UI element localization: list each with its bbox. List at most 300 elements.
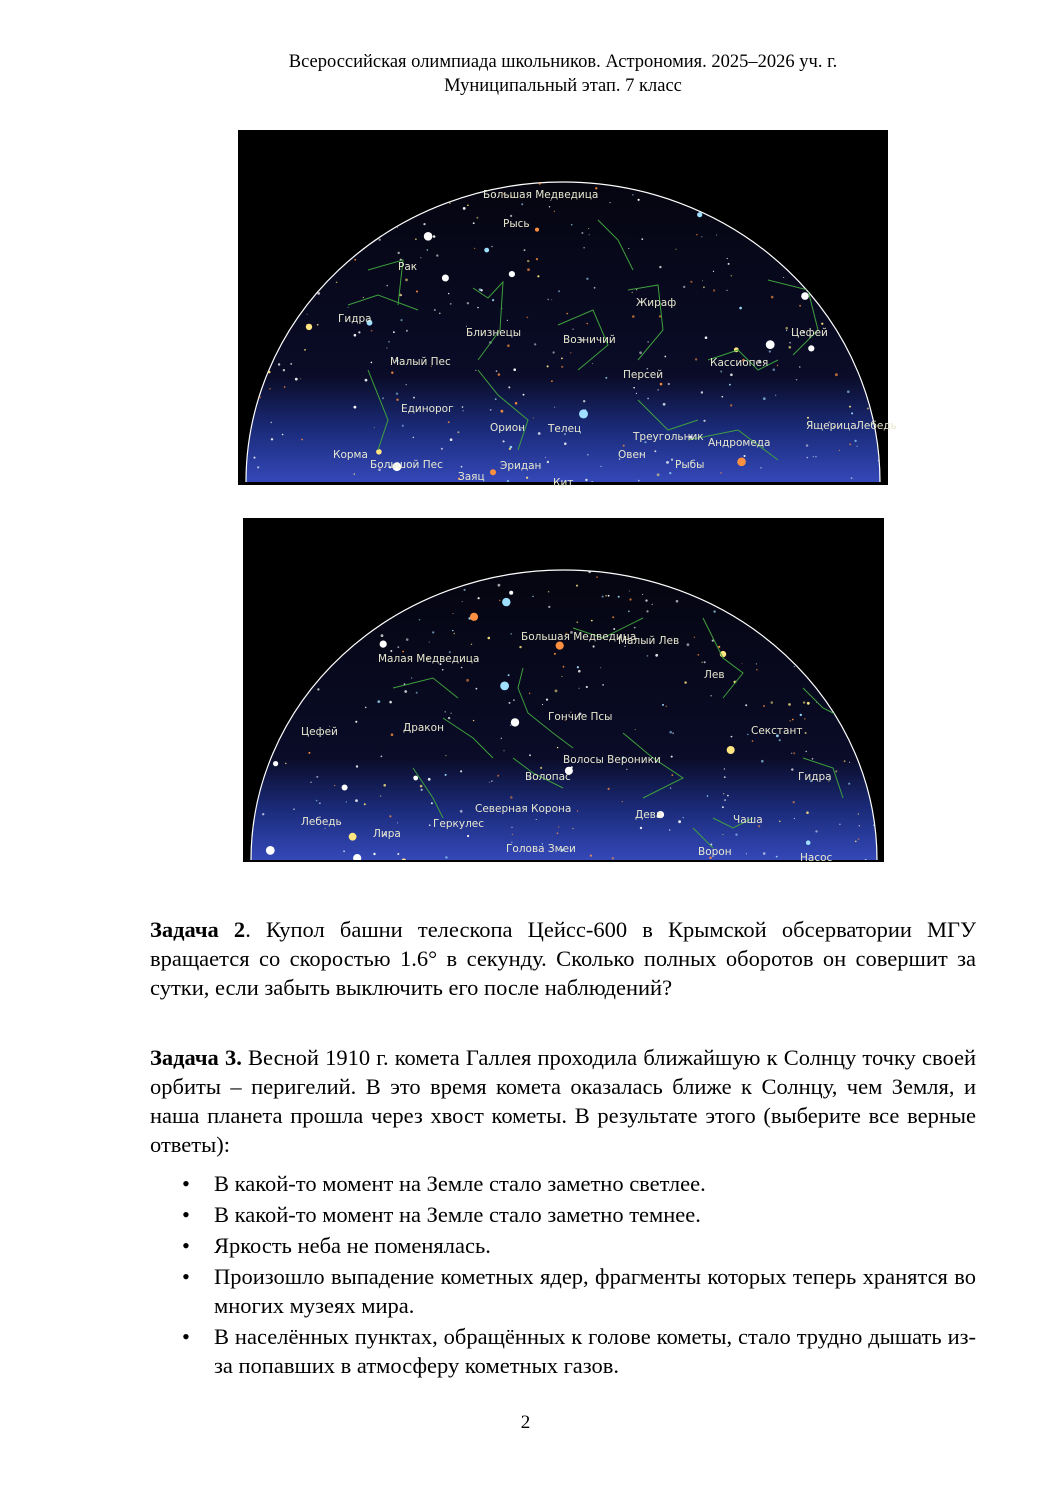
star — [510, 215, 512, 217]
star — [771, 296, 774, 299]
bullet-icon: • — [182, 1324, 190, 1349]
star — [793, 801, 795, 803]
star — [535, 228, 539, 232]
star — [727, 795, 729, 797]
star — [783, 277, 784, 278]
star — [429, 824, 431, 826]
star — [727, 258, 728, 259]
star — [844, 760, 846, 762]
star — [602, 684, 604, 686]
star — [386, 285, 388, 287]
star — [701, 391, 703, 393]
star — [655, 654, 658, 657]
star — [464, 589, 466, 591]
star — [612, 616, 614, 618]
star — [723, 793, 724, 794]
star — [495, 398, 497, 400]
star — [704, 661, 706, 663]
star — [694, 637, 695, 638]
star — [660, 383, 663, 386]
star — [416, 692, 418, 694]
star — [548, 591, 550, 593]
header-line-2: Муниципальный этап. 7 класс — [444, 76, 682, 96]
task-3-title: Задача 3. — [150, 1045, 242, 1070]
star — [713, 289, 715, 291]
star — [405, 279, 408, 282]
star — [855, 440, 857, 442]
star — [512, 834, 513, 835]
star — [356, 765, 358, 767]
star — [433, 235, 436, 238]
star — [800, 714, 802, 716]
star — [701, 662, 702, 663]
star — [449, 203, 451, 205]
star — [791, 768, 793, 770]
star — [563, 666, 565, 668]
star — [371, 330, 373, 332]
star — [848, 783, 850, 785]
star — [605, 595, 606, 596]
star — [628, 611, 630, 613]
star — [502, 598, 510, 606]
star — [542, 704, 543, 705]
star — [301, 439, 303, 441]
star — [461, 466, 463, 468]
star — [608, 595, 610, 597]
star — [581, 232, 583, 234]
star — [641, 238, 643, 240]
star — [515, 402, 518, 405]
constellation-label: Голова Змеи — [506, 843, 576, 855]
task-3-text: Весной 1910 г. комета Галлея проходила ближайшую к Солнцу точку своей орбиты – перигелий. В это время комета оказалась ближе к Солнцу, чем Земля, и наша планета прошла через хвост кометы. В результате этого (выберите все верные ответы): — [150, 1045, 976, 1157]
star — [654, 450, 656, 452]
constellation-label: Секстант — [751, 725, 803, 737]
star — [695, 358, 697, 360]
star — [690, 281, 692, 283]
star — [664, 356, 666, 358]
star — [450, 438, 453, 441]
star — [851, 477, 853, 479]
star — [716, 235, 717, 236]
star — [290, 363, 292, 365]
star — [752, 740, 754, 742]
star — [561, 366, 563, 368]
star — [445, 774, 447, 776]
star — [623, 445, 625, 447]
star — [867, 408, 869, 410]
star — [779, 821, 781, 823]
star — [397, 227, 398, 228]
star — [513, 699, 515, 701]
star — [476, 217, 478, 219]
star — [393, 331, 395, 333]
star — [391, 733, 394, 736]
constellation-label: Жираф — [636, 297, 677, 309]
star — [510, 796, 513, 799]
constellation-label: Лев — [704, 669, 725, 681]
answer-option: • В какой-то момент на Земле стало заметно темнее. — [182, 1202, 701, 1227]
star — [526, 477, 528, 479]
star — [554, 653, 556, 655]
star — [697, 654, 699, 656]
star — [746, 853, 747, 854]
star — [346, 801, 347, 802]
constellation-label: Лира — [373, 828, 401, 840]
star — [283, 369, 285, 371]
constellation-label: Персей — [623, 369, 664, 381]
star — [308, 752, 310, 754]
star — [374, 427, 375, 428]
constellation-label: Ящерица — [806, 420, 857, 432]
star — [646, 610, 648, 612]
star — [839, 824, 841, 826]
star — [474, 248, 475, 249]
star — [571, 224, 573, 226]
star — [718, 646, 720, 648]
answer-option: • В населённых пунктах, обращённых к голове кометы, стало трудно дышать из-за попавших в атмосферу кометных газов. — [182, 1324, 976, 1378]
star — [461, 667, 463, 669]
star — [511, 827, 512, 828]
page-number: 2 — [520, 1412, 531, 1433]
star — [507, 344, 510, 347]
star — [720, 472, 722, 474]
star — [745, 704, 747, 706]
constellation-label: Близнецы — [466, 327, 522, 339]
star — [586, 323, 588, 325]
star — [497, 775, 499, 777]
constellation-label: Лебедь — [856, 420, 897, 432]
star — [792, 719, 794, 721]
star — [285, 763, 286, 764]
star — [551, 380, 553, 382]
star — [835, 373, 838, 376]
star — [590, 855, 592, 857]
star — [342, 785, 348, 791]
star — [463, 410, 464, 411]
star — [847, 390, 850, 393]
star — [413, 437, 414, 438]
star — [657, 389, 658, 390]
star — [593, 645, 595, 647]
star — [363, 297, 364, 298]
star — [676, 600, 679, 603]
star — [684, 681, 686, 683]
star — [799, 305, 801, 307]
constellation-label: Рыбы — [675, 459, 705, 471]
star — [812, 758, 814, 760]
star — [735, 834, 737, 836]
star — [470, 613, 478, 621]
star — [317, 324, 319, 326]
star — [579, 409, 588, 418]
task-2 — [150, 915, 976, 1002]
star — [371, 362, 373, 364]
constellation-label: Овен — [618, 449, 646, 461]
star — [376, 449, 382, 455]
star — [336, 282, 338, 284]
star — [756, 663, 757, 664]
star — [462, 601, 463, 602]
star — [500, 682, 509, 691]
star — [859, 825, 860, 826]
star — [466, 679, 469, 682]
star — [640, 827, 642, 829]
star — [397, 822, 398, 823]
star — [683, 286, 685, 288]
star — [538, 432, 541, 435]
star — [549, 206, 550, 207]
star — [760, 467, 761, 468]
constellation-label: Цефей — [301, 726, 338, 738]
star — [319, 803, 320, 804]
star — [397, 646, 399, 648]
star — [561, 358, 563, 360]
constellation-label: Кит — [553, 477, 574, 489]
star — [450, 303, 452, 305]
star — [672, 733, 673, 734]
star — [471, 644, 472, 645]
star — [445, 711, 446, 712]
star — [612, 857, 615, 860]
star — [813, 456, 814, 457]
star — [794, 666, 796, 668]
star — [348, 307, 349, 308]
star — [457, 431, 459, 433]
star — [554, 407, 555, 408]
star — [510, 725, 511, 726]
star — [273, 761, 278, 766]
star — [451, 713, 452, 714]
star — [354, 259, 356, 261]
star — [618, 596, 620, 598]
star — [634, 627, 636, 629]
bullet-icon: • — [182, 1171, 190, 1196]
star — [668, 383, 670, 385]
star — [509, 448, 511, 450]
star — [702, 280, 703, 281]
star — [557, 747, 558, 748]
star — [476, 688, 478, 690]
constellation-label: Северная Корона — [475, 803, 572, 815]
star — [697, 212, 702, 217]
star — [489, 782, 490, 783]
star — [789, 720, 791, 722]
star — [577, 810, 578, 811]
star — [808, 345, 814, 351]
star — [596, 576, 598, 578]
star — [398, 252, 400, 254]
task-2-text: . Купол башни телескопа Цейсс-600 в Крымской обсерватории МГУ вращается со скоростью 1.6° в секунду. Сколько полных оборотов он совершит за сутки, если забыть выключить его после наблюдений? — [150, 917, 976, 1000]
star — [773, 368, 776, 371]
star — [632, 292, 633, 293]
star — [507, 480, 509, 482]
star — [439, 313, 441, 315]
star — [304, 349, 306, 351]
star — [557, 832, 559, 834]
star — [763, 397, 766, 400]
star — [793, 752, 795, 754]
constellation-label: Дева — [635, 809, 663, 821]
star — [687, 643, 690, 646]
star — [317, 688, 319, 690]
star — [415, 238, 417, 240]
star — [572, 329, 573, 330]
star — [642, 594, 643, 595]
star — [379, 239, 381, 241]
star — [791, 753, 792, 754]
constellation-label: Малый Пес — [390, 356, 451, 368]
constellation-label: Гидра — [338, 313, 372, 325]
star — [491, 781, 492, 782]
star — [647, 341, 648, 342]
star — [462, 406, 464, 408]
star — [726, 290, 727, 291]
constellation-label: Корма — [333, 449, 368, 461]
star — [484, 248, 489, 253]
star — [467, 205, 469, 207]
star — [386, 348, 387, 349]
star — [669, 472, 671, 474]
star — [475, 370, 476, 371]
star — [713, 271, 714, 272]
star — [271, 438, 273, 440]
star — [742, 663, 743, 664]
star — [585, 409, 587, 411]
star — [587, 454, 589, 456]
constellation-label: Андромеда — [708, 437, 771, 449]
star — [413, 776, 418, 781]
star — [635, 729, 636, 730]
star — [511, 718, 519, 726]
star — [424, 232, 433, 241]
star — [794, 818, 795, 819]
star — [600, 466, 601, 467]
star — [701, 236, 702, 237]
star — [445, 856, 447, 858]
star — [815, 456, 817, 458]
star — [501, 738, 502, 739]
star — [722, 396, 724, 398]
star — [744, 455, 746, 457]
star — [777, 365, 778, 366]
star — [349, 833, 357, 841]
star — [636, 393, 637, 394]
star — [553, 351, 555, 353]
star — [406, 384, 407, 385]
star — [293, 808, 295, 810]
star — [266, 846, 275, 855]
star — [728, 263, 730, 265]
constellation-label: Большая Медведица — [521, 631, 637, 643]
star — [696, 234, 698, 236]
star — [421, 789, 423, 791]
star — [413, 397, 415, 399]
star — [676, 249, 677, 250]
star — [478, 597, 480, 599]
star — [629, 598, 631, 600]
star — [586, 686, 588, 688]
star — [382, 397, 384, 399]
star — [358, 331, 360, 333]
star — [428, 778, 431, 781]
star — [799, 366, 800, 367]
star — [317, 292, 320, 295]
star — [815, 830, 817, 832]
star — [789, 342, 791, 344]
star — [354, 473, 355, 474]
star — [610, 202, 611, 203]
star — [873, 825, 874, 826]
constellation-label: Кассиопея — [710, 357, 769, 369]
star — [586, 278, 588, 280]
star — [262, 813, 264, 815]
star — [448, 293, 449, 294]
star — [427, 249, 428, 250]
star — [789, 346, 792, 349]
star — [539, 183, 541, 185]
star — [763, 852, 766, 855]
star — [388, 341, 390, 343]
star — [807, 457, 809, 459]
star — [806, 751, 807, 752]
star — [381, 634, 384, 637]
star — [839, 450, 840, 451]
star — [300, 378, 301, 379]
star — [671, 756, 673, 758]
star — [391, 372, 393, 374]
star — [683, 817, 684, 818]
star — [727, 746, 735, 754]
star — [343, 850, 345, 852]
star — [647, 398, 649, 400]
star — [460, 810, 463, 813]
star — [645, 599, 647, 601]
constellation-label: Телец — [548, 423, 582, 435]
star — [397, 853, 399, 855]
star — [608, 788, 610, 790]
star — [659, 315, 661, 317]
star — [519, 646, 521, 648]
star — [284, 386, 286, 388]
star — [420, 785, 423, 788]
star — [856, 446, 857, 447]
star — [636, 289, 637, 290]
star — [785, 327, 788, 330]
star — [473, 222, 475, 224]
star — [355, 799, 358, 802]
star — [707, 795, 709, 797]
star — [380, 795, 381, 796]
star — [592, 363, 593, 364]
star — [445, 755, 446, 756]
star — [659, 266, 661, 268]
star — [551, 299, 552, 300]
star — [463, 207, 466, 210]
star — [720, 371, 722, 373]
star — [632, 315, 635, 318]
star — [628, 248, 629, 249]
star — [509, 271, 515, 277]
constellation-label: Волосы Вероники — [563, 754, 661, 766]
constellation-label: Гончие Псы — [548, 711, 613, 723]
star — [364, 803, 366, 805]
star — [806, 840, 811, 845]
star — [578, 670, 581, 673]
star — [390, 650, 392, 652]
star — [406, 638, 409, 641]
star — [355, 721, 357, 723]
star — [724, 799, 726, 801]
